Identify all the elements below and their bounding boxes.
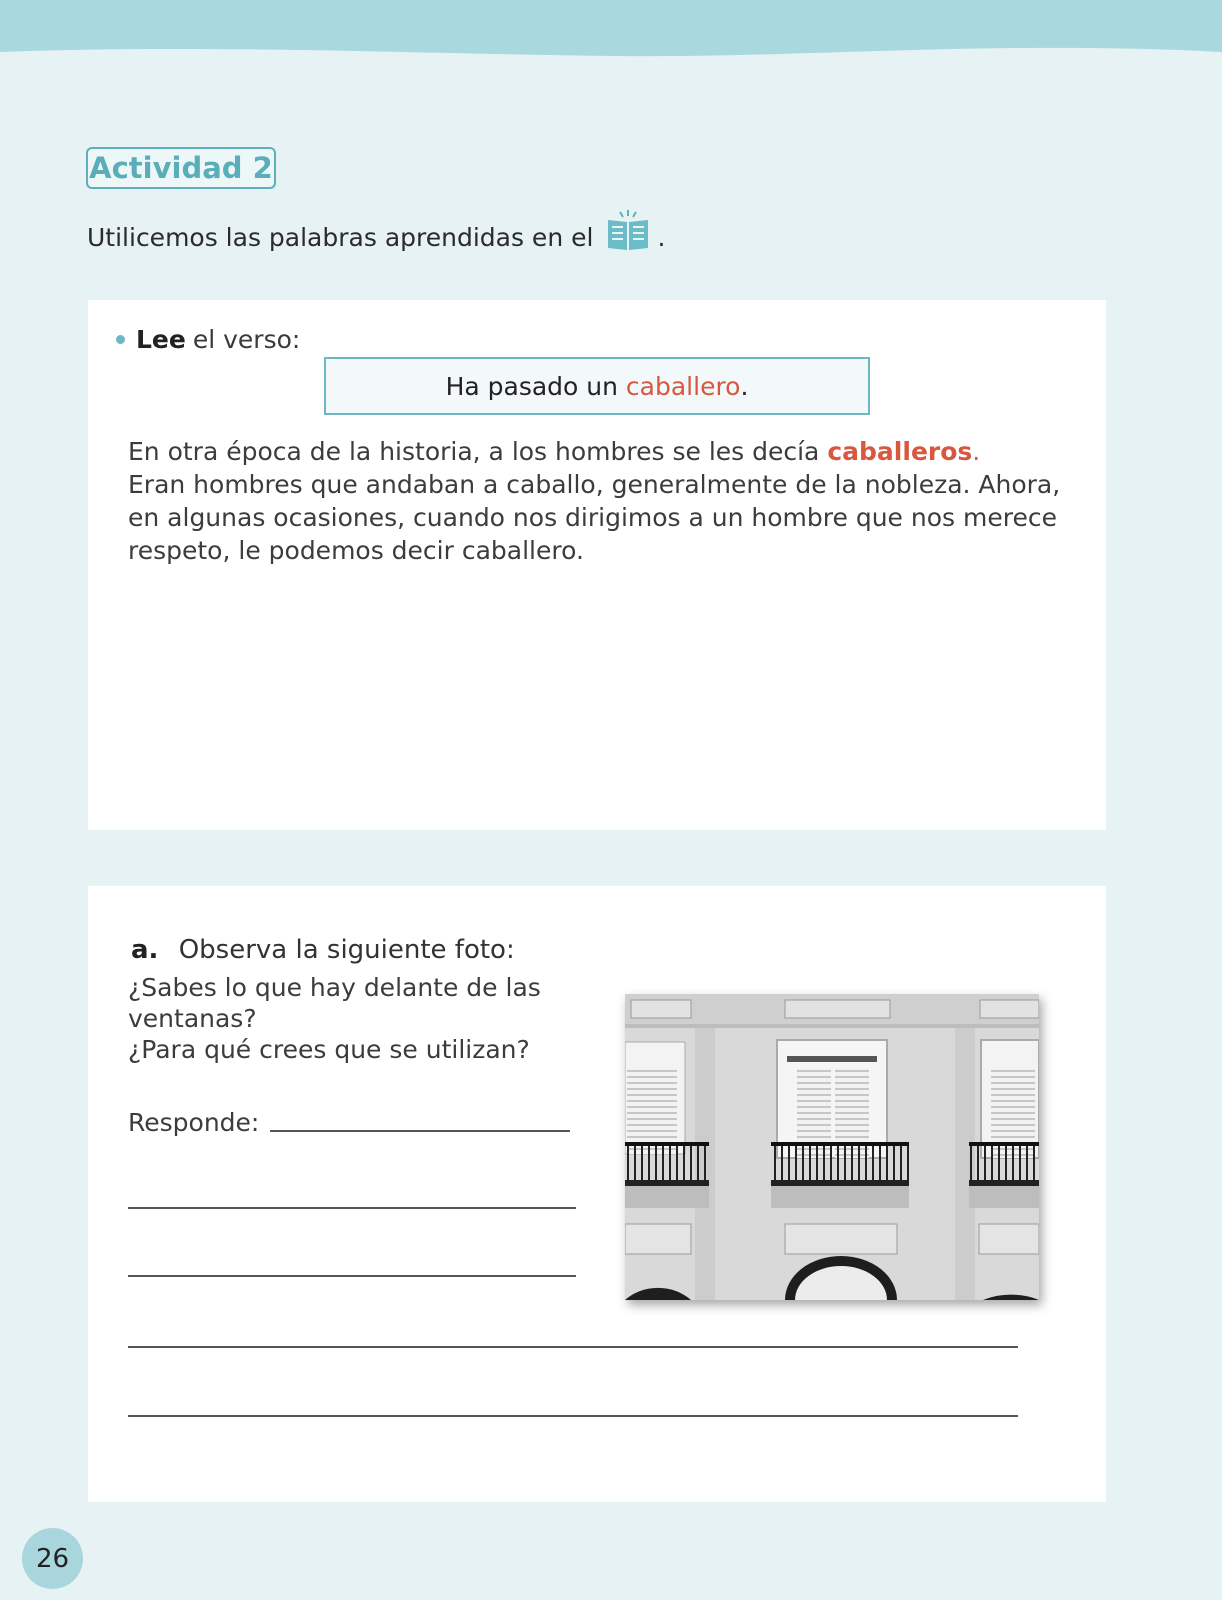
answer-line-2[interactable] bbox=[128, 1207, 576, 1209]
question-prompt: Observa la siguiente foto: bbox=[178, 935, 515, 965]
verse-box bbox=[324, 357, 870, 415]
paragraph-line1-end: . bbox=[972, 437, 981, 466]
answer-line-5[interactable] bbox=[128, 1415, 1018, 1417]
instruction-text: Utilicemos las palabras aprendidas en el bbox=[87, 222, 594, 252]
question-a-prompt bbox=[131, 935, 515, 965]
paragraph-line4: respeto, le podemos decir caballero. bbox=[128, 536, 584, 565]
question-text bbox=[128, 972, 578, 1065]
answer-line-3[interactable] bbox=[128, 1275, 576, 1277]
verse-highlight-word: caballero bbox=[625, 371, 741, 401]
paragraph-line bbox=[128, 435, 1068, 468]
paragraph-line3: en algunas ocasiones, cuando nos dirigimos a un hombre que nos merece bbox=[128, 503, 1057, 532]
paragraph-line2: Eran hombres que andaban a caballo, generalmente de la nobleza. Ahora, bbox=[128, 470, 1061, 499]
paragraph-line1: En otra época de la historia, a los hombres se les decía bbox=[128, 437, 828, 466]
photo-question-card bbox=[88, 886, 1106, 1502]
explanation-paragraph bbox=[128, 435, 1068, 567]
question-line-1: ¿Sabes lo que hay delante de las bbox=[128, 973, 541, 1002]
question-line-3: ¿Para qué crees que se utilizan? bbox=[128, 1035, 530, 1064]
balconies-photo bbox=[625, 994, 1039, 1300]
bullet-dot bbox=[116, 335, 125, 344]
reading-card bbox=[88, 300, 1106, 830]
open-book-icon bbox=[605, 208, 651, 252]
question-letter: a. bbox=[131, 935, 159, 965]
answer-line-1[interactable] bbox=[270, 1130, 570, 1132]
verse-text: Ha pasado un bbox=[445, 371, 626, 401]
answer-line-4[interactable] bbox=[128, 1346, 1018, 1348]
activity-title: Actividad 2 bbox=[89, 151, 273, 185]
answer-label: Responde: bbox=[128, 1108, 260, 1137]
page-number-badge bbox=[22, 1528, 83, 1589]
page-number: 26 bbox=[35, 1543, 70, 1574]
paragraph-highlight-word: caballeros bbox=[827, 437, 973, 466]
read-verse-instruction bbox=[116, 325, 300, 354]
question-line-2: ventanas? bbox=[128, 1004, 257, 1033]
instruction-rest: el verso: bbox=[192, 325, 301, 354]
top-wave-banner bbox=[0, 0, 1222, 70]
instruction-bold-verb: Lee bbox=[136, 325, 186, 354]
instruction-line bbox=[87, 222, 665, 252]
instruction-end: . bbox=[657, 222, 666, 252]
verse-end: . bbox=[740, 371, 749, 401]
activity-title-badge bbox=[86, 147, 276, 189]
